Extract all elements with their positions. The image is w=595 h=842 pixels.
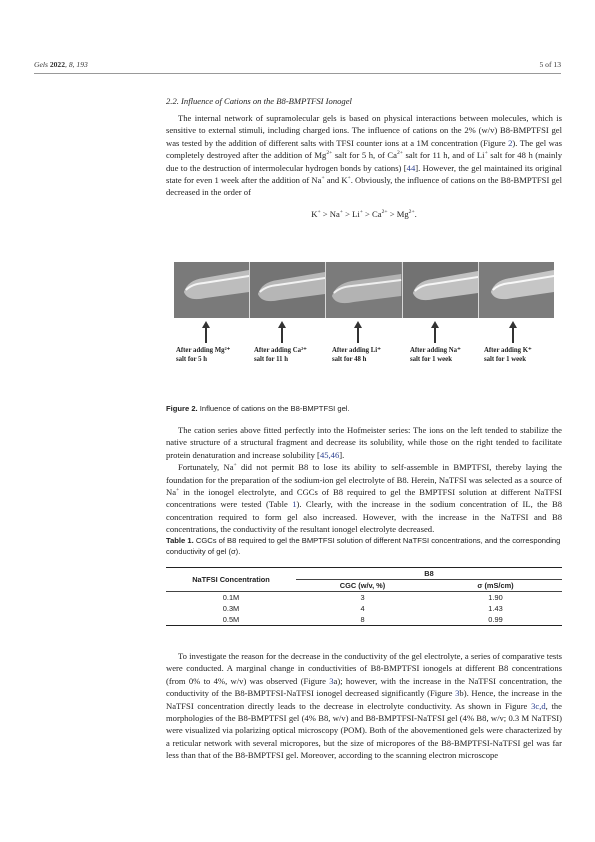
table-header-natfsi: NaTFSI Concentration — [192, 575, 270, 584]
vial-photo-li — [326, 262, 402, 318]
up-arrow-icon — [277, 320, 287, 344]
table-1-caption: Table 1. CGCs of B8 required to gel the BMPTFSI solution of different NaTFSI concentrations, and the corresponding conductivity of gel (σ). — [166, 536, 561, 556]
paragraph-cations: The internal network of supramolecular gels is based on physical interactions between molecules, which is sensitive to external stimuli, including charged ions. The influence of cations on the 2% (w/v) B8-BMPTFSI gel was tested by the addition of different salts with TFSI counter ions at a 1M concentration (Figure 2). The gel was completely destroyed after the addition of $Mg^{2+}$ salt for 5 h, of $Ca^{2+}$ salt for 11 h, and of Li+ salt for 48 h (mainly due to the destruction of intermolecular hydrogen bonds by cations) [44]. However, the gel maintained its original state for even 1 week after the addition of Na+ and K+. Obviously, the influence of cations on the B8-BMPTFSI gel decreased in the order of — [166, 113, 563, 198]
page-number: 5 of 13 — [539, 60, 561, 69]
cation-order-formula: $K^+ > Na^+ > Li^+ > Ca^{2+} > Mg^{2+}$. — [311, 208, 417, 219]
table-header-sigma: σ (mS/cm) — [429, 580, 562, 592]
figure-2 — [166, 258, 562, 388]
conductivity-section — [166, 650, 562, 762]
table-1 — [166, 567, 562, 626]
figure-label-li: After adding Li⁺ salt for 48 h — [332, 347, 381, 363]
running-header-journal: Gels 2022, 8, 193 — [34, 60, 88, 69]
section-2-2 — [166, 96, 562, 223]
figure-label-k: After adding K⁺ salt for 1 week — [484, 347, 532, 363]
table-header-cgc: CGC (w/v, %) — [296, 580, 429, 592]
paragraph-hofmeister: The cation series above fitted perfectly into the Hofmeister series: The ions on the left tended to stabilize the native structure of a structural fragment and decrease its solubility, while those on the right tended to facilitate protein denaturation and increase solubility [45,46]. — [166, 425, 562, 460]
up-arrow-icon — [201, 320, 211, 344]
vial-photo-mg — [174, 262, 250, 318]
table-row: 0.3M 4 1.43 — [222, 604, 503, 613]
paragraph-natfsi: Fortunately, Na+ did not permit B8 to lose its ability to self-assemble in BMPTFSI, thereby laying the foundation for the preparation of the sodium-ion gel electrolyte of B8. Herein, NaTFSI was selected as a source of Na+ in the ionogel electrolyte, and CGCs of B8 required to gel the BMPTFSI solution at different NaTFSI concentrations were tested (Table 1). Clearly, with the increase in the sodium concentration of IL, the B8 concentration required to form gel also increased. However, with the increase in the NaTFSI and B8 concentrations, the conductivity of the resultant ionogel electrolyte decreased. — [166, 462, 562, 535]
figure-2-caption: Figure 2. Influence of cations on the B8-BMPTFSI gel. — [166, 404, 350, 413]
figure-label-na: After adding Na⁺ salt for 1 week — [410, 347, 461, 363]
table-row: 0.5M 8 0.99 — [166, 614, 562, 626]
table-row: 0.1M 3 1.90 — [166, 592, 562, 604]
section-title: 2.2. Influence of Cations on the B8-BMPTFSI Ionogel — [166, 96, 352, 106]
up-arrow-icon — [430, 320, 440, 344]
figure-2-photos — [174, 262, 554, 318]
table-header-b8: B8 — [424, 569, 434, 578]
hofmeister-section — [166, 424, 562, 536]
up-arrow-icon — [353, 320, 363, 344]
header-rule — [34, 73, 561, 74]
figure-label-mg: After adding Mg²⁺ salt for 5 h — [176, 347, 231, 363]
figure-label-ca: After adding Ca²⁺ salt for 11 h — [254, 347, 307, 363]
vial-photo-na — [403, 262, 479, 318]
paragraph-conductivity: To investigate the reason for the decrease in the conductivity of the gel electrolyte, a series of comparative tests were conducted. A marginal change in conductivities of B8-BMPTFSI ionogels at different B8 concentrations (from 0% to 4%, w/v) was observed (Figure 3a); however, with the increase in the NaTFSI concentration, the conductivity of the B8-BMPTFSI-NaTFSI ionogel decreased significantly (Figure 3b). Hence, the increase in the NaTFSI concentration directly leads to the decrease in electrolyte conductivity. As shown in Figure 3c,d, the morphologies of the B8-BMPTFSI gel (4% B8, w/v) and B8-BMPTFSI-NaTFSI gel (4% B8, w/v; 0.3 M NaTFSI) were visualized via polarizing optical microscopy (POM). Both of the abovementioned gels were characterized by a reticular network with several micropores, but the size of micropores of the B8-BMPTFSI-NaTFSI gel was far less than that of the B8-BMPTFSI gel. Moreover, according to the scanning electron microscope — [166, 651, 562, 761]
vial-photo-ca — [250, 262, 326, 318]
up-arrow-icon — [508, 320, 518, 344]
vial-photo-k — [479, 262, 554, 318]
